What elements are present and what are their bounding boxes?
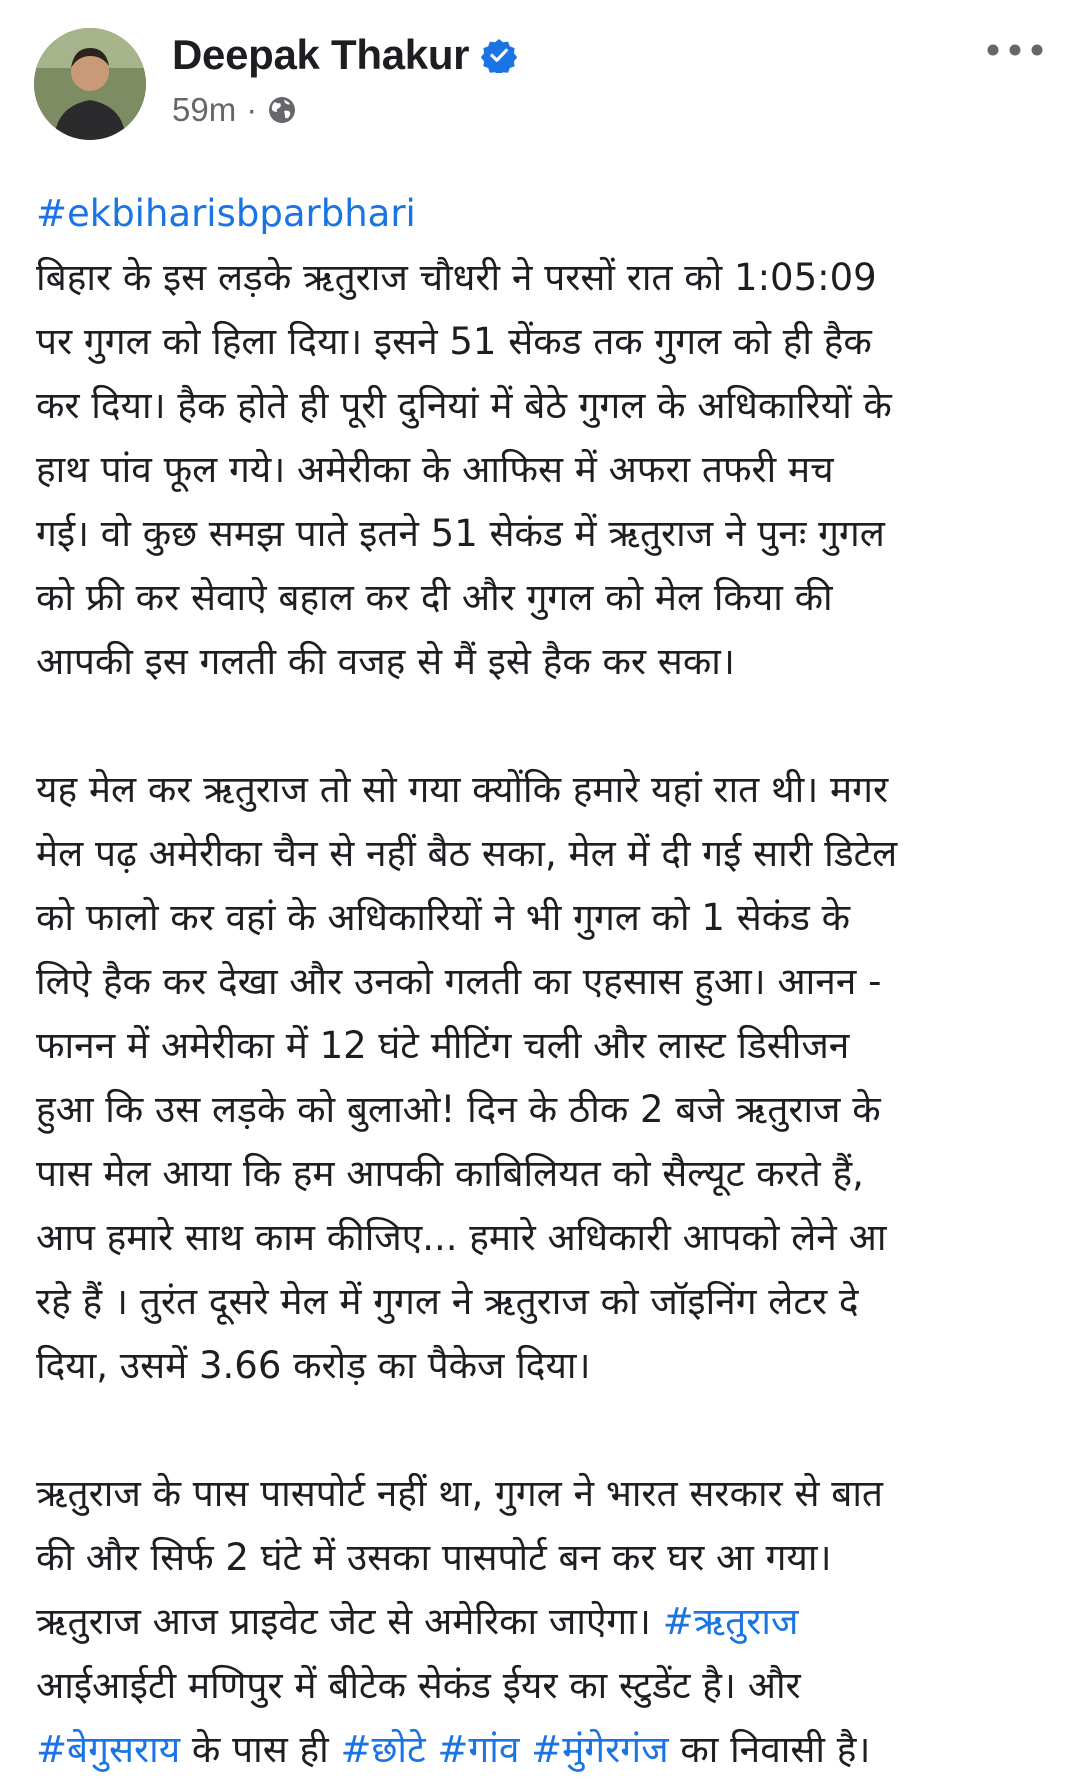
post-paragraph-3 bbox=[36, 1462, 1066, 1782]
globe-icon[interactable] bbox=[267, 95, 297, 125]
text-line-with-hashtags bbox=[36, 1718, 1066, 1782]
text-line: को फ्री कर सेवाऐ बहाल कर दी और गुगल को मेल किया की bbox=[36, 576, 833, 619]
hashtag-link[interactable]: #ऋतुराज bbox=[662, 1600, 799, 1643]
author-avatar[interactable] bbox=[34, 28, 146, 140]
text-line: हाथ पांव फूल गये। अमेरीका के आफिस में अफरा तफरी मच bbox=[36, 448, 834, 491]
avatar-photo bbox=[34, 28, 146, 140]
verified-badge-icon bbox=[481, 37, 517, 73]
post-timestamp[interactable]: 59m bbox=[172, 91, 237, 128]
text-line: आईआईटी मणिपुर में बीटेक सेकंड ईयर का स्टुडेंट है। और bbox=[36, 1664, 801, 1707]
text-line: कर दिया। हैक होते ही पूरी दुनियां में बेठे गुगल के अधिकारियों के bbox=[36, 384, 892, 427]
hashtag-link[interactable]: #गांव bbox=[437, 1728, 520, 1771]
hashtag-link[interactable]: #ekbiharisbparbhari bbox=[36, 192, 416, 235]
post-paragraph-1 bbox=[36, 182, 1066, 694]
text-line: दिया, उसमें 3.66 करोड़ का पैकेज दिया। bbox=[36, 1344, 591, 1387]
text-line: यह मेल कर ऋतुराज तो सो गया क्योंकि हमारे यहां रात थी। मगर bbox=[36, 768, 889, 811]
author-name[interactable]: Deepak Thakur bbox=[172, 31, 470, 78]
text-line: हुआ कि उस लड़के को बुलाओ! दिन के ठीक 2 बजे ऋतुराज के bbox=[36, 1088, 881, 1131]
text-line: को फालो कर वहां के अधिकारियों ने भी गुगल को 1 सेकंड के bbox=[36, 896, 851, 939]
more-options-icon bbox=[985, 43, 1045, 57]
hashtag-link[interactable]: #मुंगेरगंज bbox=[531, 1728, 669, 1771]
text-line-with-hashtag bbox=[36, 1590, 1066, 1654]
text-line: पास मेल आया कि हम आपकी काबिलियत को सैल्यूट करते हैं, bbox=[36, 1152, 864, 1195]
text-line: आप हमारे साथ काम कीजिए... हमारे अधिकारी आपको लेने आ bbox=[36, 1216, 887, 1259]
text-line: मेल पढ़ अमेरीका चैन से नहीं बैठ सका, मेल में दी गई सारी डिटेल bbox=[36, 832, 898, 875]
text-line: की और सिर्फ 2 घंटे में उसका पासपोर्ट बन कर घर आ गया। bbox=[36, 1536, 832, 1579]
post-meta bbox=[172, 90, 297, 130]
meta-separator: · bbox=[246, 91, 258, 128]
post-body bbox=[36, 182, 1066, 1782]
post-header bbox=[0, 0, 1080, 150]
text-line: ऋतुराज के पास पासपोर्ट नहीं था, गुगल ने भारत सरकार से बात bbox=[36, 1472, 884, 1515]
text-segment bbox=[519, 1728, 531, 1771]
text-segment: ऋतुराज आज प्राइवेट जेट से अमेरिका जाऐगा। bbox=[36, 1600, 663, 1643]
text-segment: का निवासी है। bbox=[668, 1728, 871, 1771]
text-line: पर गुगल को हिला दिया। इसने 51 सेंकड तक गुगल को ही हैक bbox=[36, 320, 872, 363]
text-line: फानन में अमेरीका में 12 घंटे मीटिंग चली और लास्ट डिसीजन bbox=[36, 1024, 850, 1067]
text-line: रहे हैं । तुरंत दूसरे मेल में गुगल ने ऋतुराज को जॉइनिंग लेटर दे bbox=[36, 1280, 859, 1323]
text-segment: के पास ही bbox=[180, 1728, 341, 1771]
text-line: गई। वो कुछ समझ पाते इतने 51 सेकंड में ऋतुराज ने पुनः गुगल bbox=[36, 512, 885, 555]
text-line: बिहार के इस लड़के ऋतुराज चौधरी ने परसों रात को 1:05:09 bbox=[36, 256, 877, 299]
text-line: लिऐ हैक कर देखा और उनको गलती का एहसास हुआ। आनन - bbox=[36, 960, 882, 1003]
text-line: आपकी इस गलती की वजह से मैं इसे हैक कर सका। bbox=[36, 640, 735, 683]
text-segment bbox=[426, 1728, 438, 1771]
author-row bbox=[172, 30, 517, 80]
hashtag-link[interactable]: #छोटे bbox=[340, 1728, 426, 1771]
post-paragraph-2 bbox=[36, 758, 1066, 1398]
hashtag-link[interactable]: #बेगुसराय bbox=[36, 1728, 181, 1771]
more-options-button[interactable] bbox=[980, 30, 1050, 70]
